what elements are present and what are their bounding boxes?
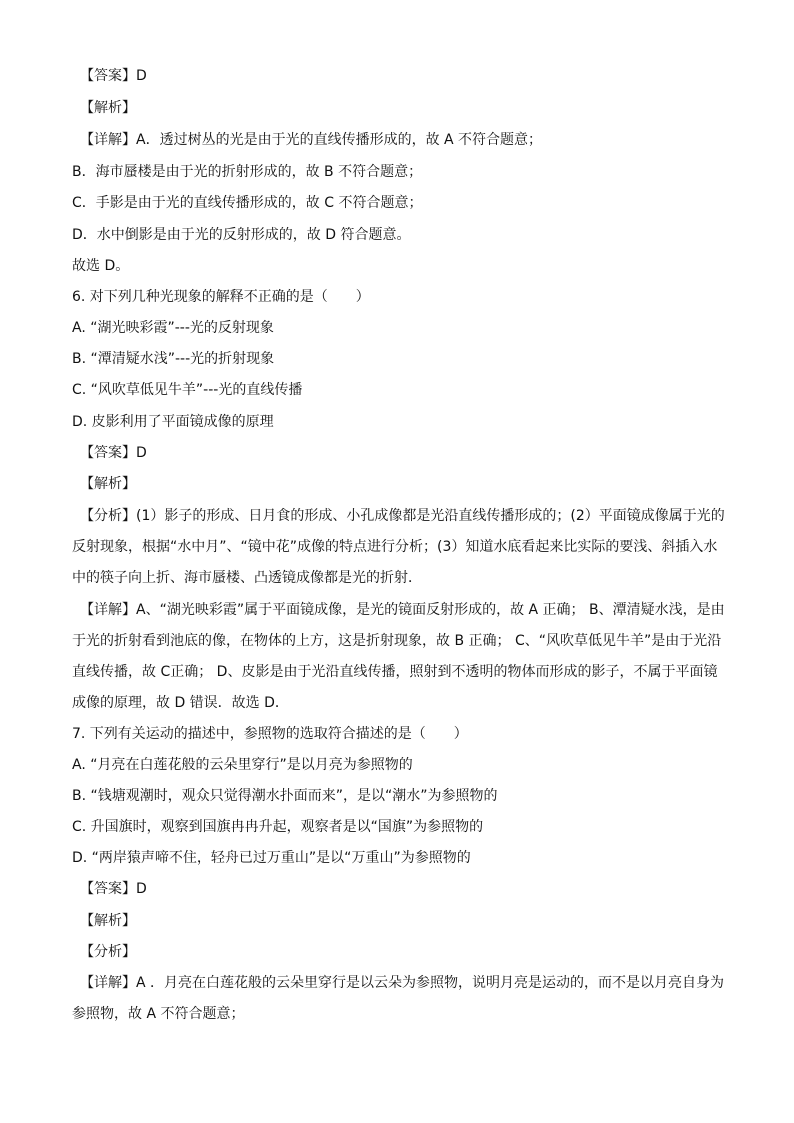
analysis-label: 【解析】 — [80, 913, 136, 929]
question-7-stem: 7. 下列有关运动的描述中，参照物的选取符合描述的是（ ） — [72, 726, 468, 742]
answer-label: 【答案】D — [80, 881, 147, 897]
answer-label: 【答案】D — [80, 68, 147, 84]
answer-label: 【答案】D — [80, 445, 147, 461]
explanation-line: 成像的原理，故 D 错误．故选 D． — [72, 695, 289, 711]
question-7-option-d: D. “两岸猿声啼不住，轻舟已过万重山”是以“万重山”为参照物的 — [72, 850, 471, 866]
explanation-line: 于光的折射看到池底的像，在物体的上方，这是折射现象，故 B 正确； C、“风吹草低见牛羊”是由于光沿 — [72, 633, 722, 649]
explanation-line: 【详解】A、“湖光映彩霞”属于平面镜成像，是光的镜面反射形成的，故 A 正确； B、潭清疑水浅，是由 — [80, 602, 725, 618]
question-7-option-a: A. “月亮在白莲花般的云朵里穿行”是以月亮为参照物的 — [72, 757, 413, 773]
question-6-option-d: D. 皮影利用了平面镜成像的原理 — [72, 414, 274, 430]
question-6-option-c: C. “风吹草低见牛羊”---光的直线传播 — [72, 382, 303, 398]
question-6-option-a: A. “湖光映彩霞”---光的反射现象 — [72, 320, 274, 336]
explanation-line: 【详解】A ．月亮在白莲花般的云朵里穿行是以云朵为参照物，说明月亮是运动的，而不是以月亮自身为 — [80, 975, 725, 991]
analysis-line: 反射现象，根据“水中月”、“镜中花”成像的特点进行分析；(3）知道水底看起来比实际的要浅、斜插入水 — [72, 539, 718, 555]
explanation-line: 【详解】A．透过树丛的光是由于光的直线传播形成的，故 A 不符合题意； — [80, 132, 543, 148]
question-7-option-c: C. 升国旗时，观察到国旗冉冉升起，观察者是以“国旗”为参照物的 — [72, 819, 484, 835]
analysis-label: 【分析】 — [80, 944, 136, 960]
question-6-option-b: B. “潭清疑水浅”---光的折射现象 — [72, 351, 275, 367]
explanation-line: B．海市蜃楼是由于光的折射形成的，故 B 不符合题意； — [72, 164, 423, 180]
explanation-line: C．手影是由于光的直线传播形成的，故 C 不符合题意； — [72, 195, 423, 211]
explanation-line: 参照物，故 A 不符合题意； — [72, 1006, 245, 1022]
explanation-line: D．水中倒影是由于光的反射形成的，故 D 符合题意。 — [72, 227, 411, 243]
analysis-line: 【分析】(1）影子的形成、日月食的形成、小孔成像都是光沿直线传播形成的；(2）平面镜成像属于光的 — [80, 508, 725, 524]
question-7-option-b: B. “钱塘观潮时，观众只觉得潮水扑面而来”，是以“潮水”为参照物的 — [72, 788, 498, 804]
question-6-stem: 6. 对下列几种光现象的解释不正确的是（ ） — [72, 289, 370, 305]
analysis-line: 中的筷子向上折、海市蜃楼、凸透镜成像都是光的折射． — [72, 570, 422, 586]
conclusion-line: 故选 D。 — [72, 258, 130, 274]
analysis-label: 【解析】 — [80, 100, 136, 116]
explanation-line: 直线传播，故 C正确； D、皮影是由于光沿直线传播，照射到不透明的物体而形成的影子，不属于平面镜 — [72, 664, 718, 680]
analysis-label: 【解析】 — [80, 476, 136, 492]
